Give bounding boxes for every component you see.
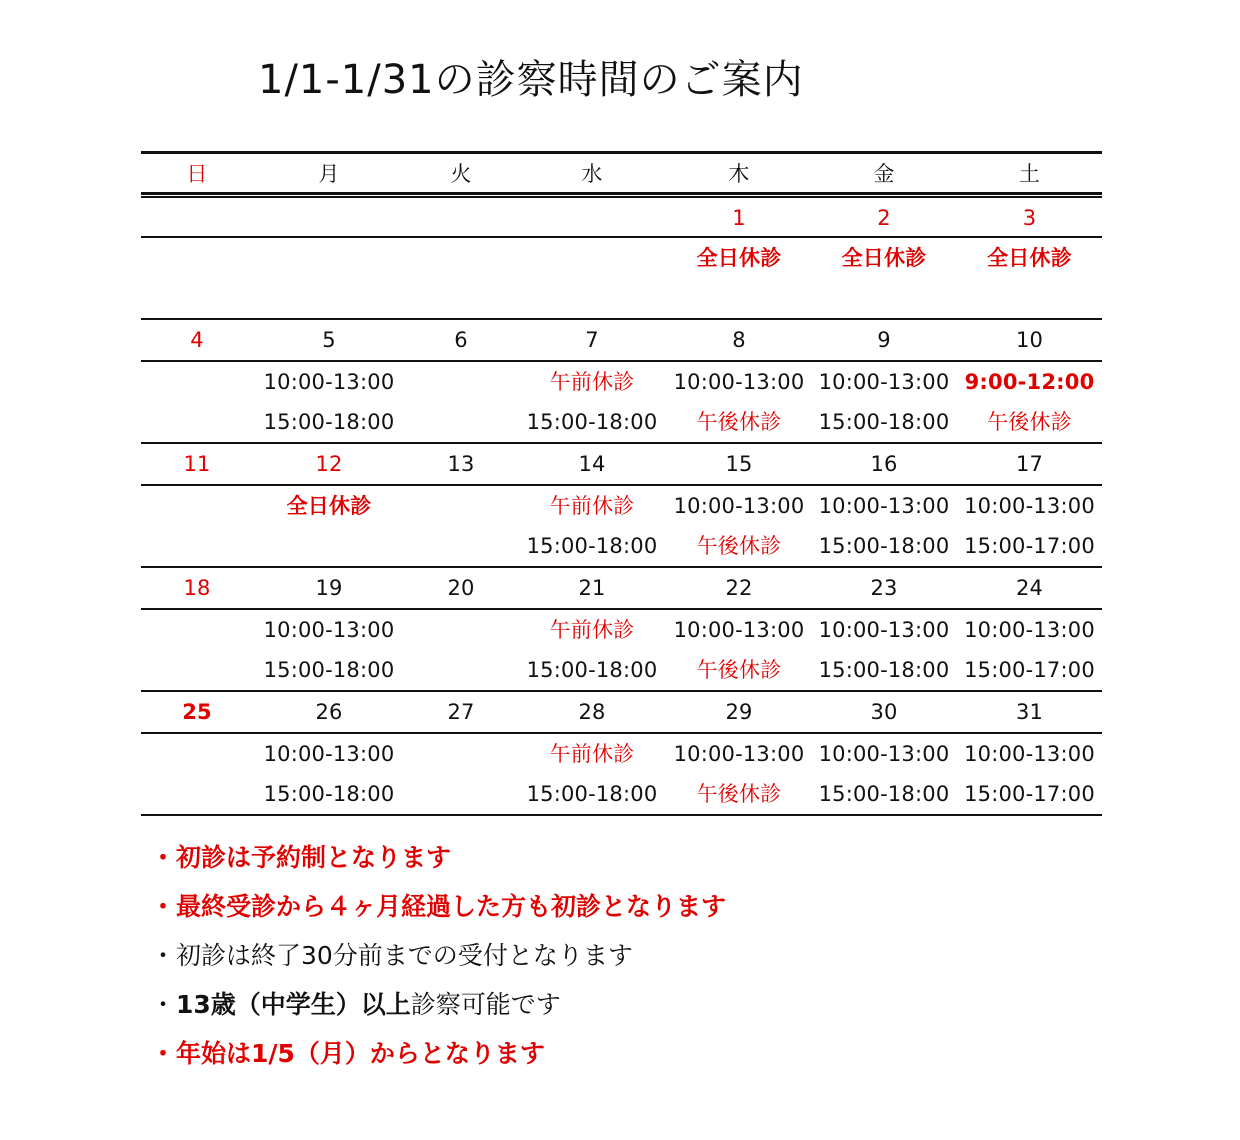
date-cell: 22 <box>725 576 753 600</box>
hours-cell: 10:00-13:00 <box>263 618 395 642</box>
hours-cell: 15:00-18:00 <box>818 534 950 558</box>
weekday-thu: 木 <box>728 162 750 186</box>
closed-all-day-label: 全日休診 <box>286 494 372 518</box>
date-cell: 23 <box>870 576 898 600</box>
pm-row-week-4 <box>141 650 1102 690</box>
schedule-calendar <box>141 151 1102 816</box>
weekday-header <box>141 151 1102 192</box>
am-row-week-2 <box>141 360 1102 402</box>
note-item <box>150 985 726 1034</box>
hours-cell: 10:00-13:00 <box>263 742 395 766</box>
hours-cell: 15:00-18:00 <box>263 410 395 434</box>
date-cell: 5 <box>322 328 336 352</box>
closed-pm-label: 午後休診 <box>696 782 782 806</box>
hours-cell: 10:00-13:00 <box>964 618 1095 642</box>
am-row-week-1 <box>141 236 1102 278</box>
notes-list <box>150 838 726 1083</box>
hours-cell: 10:00-13:00 <box>673 494 805 518</box>
date-cell: 20 <box>447 576 475 600</box>
weekday-tue: 火 <box>450 162 472 186</box>
closed-am-label: 午前休診 <box>549 618 635 642</box>
date-cell: 27 <box>447 700 475 724</box>
hours-cell: 10:00-13:00 <box>673 742 805 766</box>
closed-am-label: 午前休診 <box>549 494 635 518</box>
date-row-week-5 <box>141 690 1102 732</box>
pm-row-week-1 <box>141 278 1102 318</box>
date-row-week-2 <box>141 318 1102 360</box>
weekday-sun: 日 <box>186 162 208 186</box>
date-cell: 6 <box>454 328 468 352</box>
closed-all-day-label: 全日休診 <box>987 246 1072 270</box>
note-item <box>150 936 726 985</box>
hours-cell: 15:00-18:00 <box>526 410 658 434</box>
hours-cell: 15:00-17:00 <box>964 534 1095 558</box>
date-cell: 14 <box>578 452 606 476</box>
closed-am-label: 午前休診 <box>549 742 635 766</box>
date-cell: 15 <box>725 452 753 476</box>
date-cell: 7 <box>585 328 599 352</box>
bullet: ・ <box>150 843 176 872</box>
hours-cell: 15:00-18:00 <box>526 658 658 682</box>
date-row-week-1 <box>141 198 1102 236</box>
hours-cell: 10:00-13:00 <box>818 618 950 642</box>
date-cell: 31 <box>1015 700 1044 724</box>
hours-cell: 10:00-13:00 <box>673 370 805 394</box>
date-cell: 2 <box>877 206 891 230</box>
note-item <box>150 838 726 887</box>
hours-cell: 15:00-18:00 <box>526 782 658 806</box>
hours-cell: 15:00-18:00 <box>818 410 950 434</box>
special-hours-cell: 9:00-12:00 <box>964 370 1095 394</box>
closed-pm-label: 午後休診 <box>987 410 1072 434</box>
date-cell: 16 <box>870 452 898 476</box>
bullet: ・ <box>150 1039 176 1068</box>
date-cell: 1 <box>732 206 746 230</box>
weekday-sat: 土 <box>1018 162 1041 186</box>
hours-cell: 10:00-13:00 <box>673 618 805 642</box>
am-row-week-5 <box>141 732 1102 774</box>
date-cell: 25 <box>182 700 212 724</box>
hours-cell: 15:00-17:00 <box>964 658 1095 682</box>
pm-row-week-3 <box>141 526 1102 566</box>
hours-cell: 15:00-18:00 <box>818 658 950 682</box>
date-cell: 30 <box>870 700 898 724</box>
date-cell: 18 <box>183 576 211 600</box>
date-row-week-4 <box>141 566 1102 608</box>
closed-pm-label: 午後休診 <box>696 658 782 682</box>
hours-cell: 15:00-18:00 <box>526 534 658 558</box>
date-cell: 24 <box>1015 576 1044 600</box>
hours-cell: 15:00-18:00 <box>263 658 395 682</box>
am-row-week-3 <box>141 484 1102 526</box>
date-cell: 10 <box>1015 328 1044 352</box>
date-cell: 21 <box>578 576 606 600</box>
note-text: 初診は予約制となります <box>176 843 452 872</box>
hours-cell: 10:00-13:00 <box>964 742 1095 766</box>
note-text: 年始は1/5（月）からとなります <box>176 1039 545 1068</box>
note-text: 最終受診から４ヶ月経過した方も初診となります <box>176 892 727 921</box>
hours-cell: 15:00-18:00 <box>818 782 950 806</box>
weekday-wed: 水 <box>581 162 603 186</box>
note-text: 診察可能です <box>410 990 561 1019</box>
hours-cell: 10:00-13:00 <box>818 494 950 518</box>
date-cell: 11 <box>183 452 211 476</box>
note-item <box>150 887 726 936</box>
closed-am-label: 午前休診 <box>549 370 635 394</box>
pm-row-week-2 <box>141 402 1102 442</box>
date-cell: 9 <box>877 328 891 352</box>
closed-all-day-label: 全日休診 <box>696 246 782 270</box>
bullet: ・ <box>150 990 176 1019</box>
pm-row-week-5 <box>141 774 1102 816</box>
date-cell: 29 <box>725 700 753 724</box>
date-row-week-3 <box>141 442 1102 484</box>
weekday-mon: 月 <box>318 162 340 186</box>
hours-cell: 15:00-17:00 <box>964 782 1095 806</box>
closed-all-day-label: 全日休診 <box>841 246 927 270</box>
hours-cell: 10:00-13:00 <box>964 494 1095 518</box>
note-text-bold: 13歳（中学生）以上 <box>176 990 411 1019</box>
weekday-fri: 金 <box>873 162 895 186</box>
hours-cell: 10:00-13:00 <box>818 370 950 394</box>
hours-cell: 10:00-13:00 <box>263 370 395 394</box>
bullet: ・ <box>150 892 176 921</box>
closed-pm-label: 午後休診 <box>696 410 782 434</box>
bullet: ・ <box>150 941 176 970</box>
date-cell: 28 <box>578 700 606 724</box>
date-cell: 4 <box>190 328 204 352</box>
date-cell: 12 <box>315 452 343 476</box>
page-title: 1/1-1/31の診察時間のご案内 <box>258 57 804 103</box>
closed-pm-label: 午後休診 <box>696 534 782 558</box>
date-cell: 8 <box>732 328 746 352</box>
hours-cell: 10:00-13:00 <box>818 742 950 766</box>
note-item <box>150 1034 726 1083</box>
am-row-week-4 <box>141 608 1102 650</box>
hours-cell: 15:00-18:00 <box>263 782 395 806</box>
date-cell: 17 <box>1015 452 1044 476</box>
date-cell: 26 <box>315 700 343 724</box>
date-cell: 13 <box>447 452 475 476</box>
date-cell: 3 <box>1022 206 1037 230</box>
date-cell: 19 <box>315 576 343 600</box>
note-text: 初診は終了30分前までの受付となります <box>176 941 633 970</box>
